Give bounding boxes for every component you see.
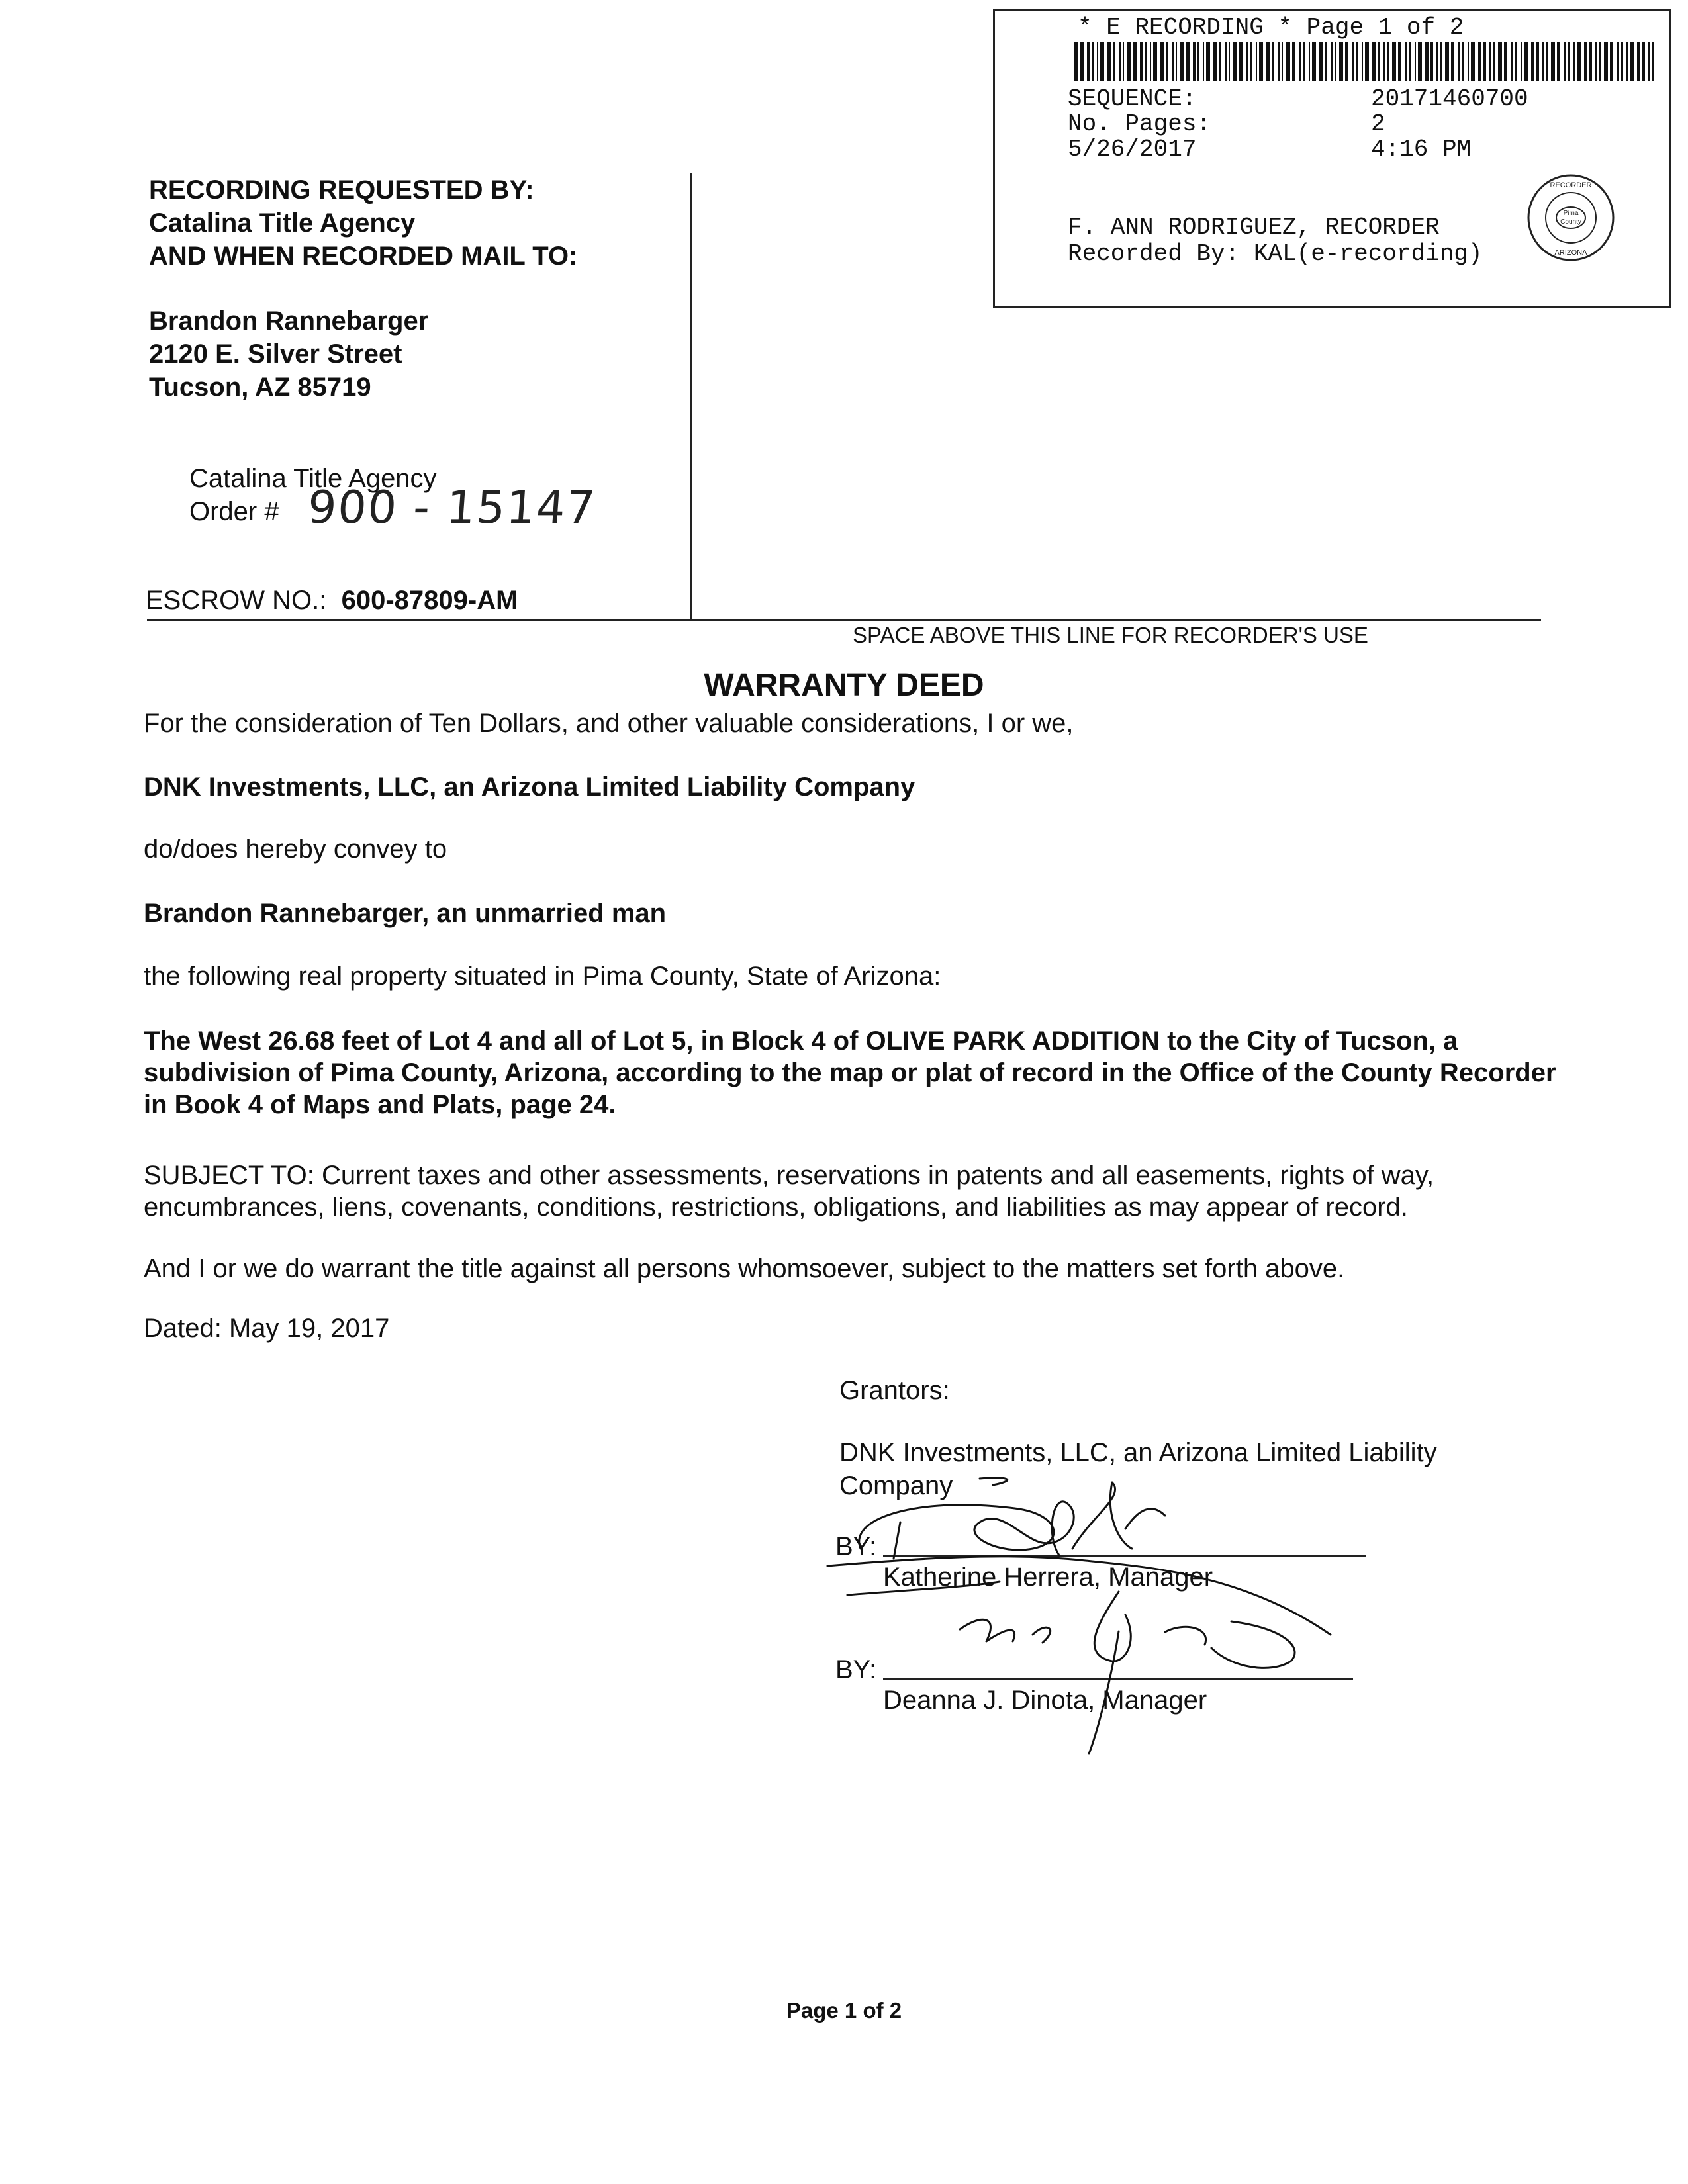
by-label-1: BY: (835, 1532, 877, 1561)
barcode-bar (1436, 42, 1438, 81)
pages-value: 2 (1371, 111, 1385, 138)
barcode-bar (1372, 42, 1376, 81)
barcode-bar (1074, 42, 1078, 81)
recording-time: 4:16 PM (1371, 136, 1472, 163)
barcode-bar (1493, 42, 1495, 81)
grantor-entity: DNK Investments, LLC, an Arizona Limited Liability Company (144, 772, 915, 801)
property-intro: the following real property situated in Pima County, State of Arizona: (144, 962, 941, 991)
barcode-bar (1387, 42, 1389, 81)
barcode-bar (1352, 42, 1354, 81)
barcode-bar (1511, 42, 1513, 81)
barcode-bar (1087, 42, 1090, 81)
recording-header: * E RECORDING * Page 1 of 2 (1078, 14, 1464, 41)
barcode-bar (1652, 42, 1654, 81)
sequence-label: SEQUENCE: (1068, 85, 1197, 113)
barcode-bar (1621, 42, 1623, 81)
barcode-bar (1362, 42, 1363, 81)
barcode-bar (1568, 42, 1570, 81)
barcode-bar (1564, 42, 1566, 81)
barcode-bar (1150, 42, 1151, 81)
space-above-note: SPACE ABOVE THIS LINE FOR RECORDER'S USE (853, 623, 1368, 647)
order-number-handwritten: 900 - 15147 (306, 482, 598, 534)
barcode-bar (1186, 42, 1190, 81)
recorder-stamp-box (993, 9, 1671, 308)
barcode-bar (1266, 42, 1270, 81)
barcode-bar (1219, 42, 1221, 81)
svg-text:Pima: Pima (1563, 210, 1579, 217)
barcode-bar (1468, 42, 1469, 81)
subject-to-clause: SUBJECT TO: Current taxes and other assessments, reservations in patents and all easements, rights of way, encumbrances, liens, covenants, conditions, restrictions, obligations, and liabilities as may appear of record. (144, 1161, 1434, 1222)
barcode-bar (1282, 42, 1283, 81)
consideration-clause: For the consideration of Ten Dollars, and other valuable considerations, I or we, (144, 709, 1074, 738)
barcode-bar (1145, 42, 1147, 81)
escrow-line (146, 584, 518, 617)
barcode-bar (1278, 42, 1280, 81)
barcode-bar (1617, 42, 1619, 81)
barcode-bar (1557, 42, 1560, 81)
barcode-bar (1256, 42, 1257, 81)
signer-2-name: Deanna J. Dinota, Manager (883, 1686, 1207, 1715)
barcode-bar (1383, 42, 1385, 81)
barcode-bar (1160, 42, 1164, 81)
barcode-bar (1392, 42, 1396, 81)
header-divider-vertical (690, 173, 692, 621)
by-label-2: BY: (835, 1655, 877, 1684)
barcode-bar (1524, 42, 1528, 81)
barcode-bar (1303, 42, 1305, 81)
barcode-bar (1193, 42, 1196, 81)
sequence-value: 20171460700 (1371, 85, 1528, 113)
when-recorded-label: AND WHEN RECORDED MAIL TO: (149, 242, 578, 271)
page-number: Page 1 of 2 (786, 1998, 902, 2023)
barcode-bar (1239, 42, 1243, 81)
barcode-bar (1197, 42, 1199, 81)
barcode-bar (1140, 42, 1143, 81)
barcode-bar (1292, 42, 1295, 81)
order-agency: Catalina Title Agency (189, 464, 437, 493)
barcode-bar (1176, 42, 1177, 81)
barcode-bar (1153, 42, 1157, 81)
barcode-bar (1445, 42, 1449, 81)
barcode-bar (1483, 42, 1486, 81)
mail-to-name: Brandon Rannebarger (149, 306, 429, 336)
barcode-bar (1451, 42, 1454, 81)
barcode-bar (1113, 42, 1115, 81)
barcode-bar (1515, 42, 1517, 81)
recording-requested-by-label: RECORDING REQUESTED BY: (149, 175, 534, 205)
barcode-bar (1331, 42, 1333, 81)
barcode-bar (1378, 42, 1380, 81)
barcode-bar (1319, 42, 1323, 81)
handwritten-signatures (781, 1476, 1443, 1807)
requesting-agency: Catalina Title Agency (149, 208, 416, 238)
barcode-bar (1166, 42, 1168, 81)
barcode-bar (1415, 42, 1416, 81)
county-seal-icon (1524, 171, 1617, 264)
barcode-bar (1589, 42, 1592, 81)
escrow-number: 600-87809-AM (341, 586, 518, 615)
barcode-bar (1172, 42, 1174, 81)
mail-to-city: Tucson, AZ 85719 (149, 373, 371, 402)
barcode-bar (1504, 42, 1507, 81)
barcode-bar (1531, 42, 1534, 81)
barcode-bar (1637, 42, 1640, 81)
barcode-bar (1610, 42, 1613, 81)
barcode-bar (1180, 42, 1184, 81)
grantee: Brandon Rannebarger, an unmarried man (144, 899, 667, 928)
barcode-bar (1312, 42, 1316, 81)
recorded-by: Recorded By: KAL(e-recording) (1068, 240, 1483, 267)
barcode-bar (1604, 42, 1608, 81)
barcode-bar (1425, 42, 1429, 81)
barcode-bar (1542, 42, 1544, 81)
signer-1-name: Katherine Herrera, Manager (883, 1563, 1213, 1592)
barcode-bar (1648, 42, 1650, 81)
barcode-bar (1309, 42, 1310, 81)
barcode-bar (1478, 42, 1481, 81)
barcode-bar (1100, 42, 1104, 81)
escrow-label: ESCROW NO.: (146, 586, 327, 615)
barcode-bar (1584, 42, 1587, 81)
barcode-bar (1335, 42, 1336, 81)
barcode-bar (1107, 42, 1111, 81)
barcode-bar (1551, 42, 1555, 81)
barcode-bar (1339, 42, 1343, 81)
barcode-bar (1213, 42, 1217, 81)
order-label: Order # (189, 497, 279, 526)
barcode-bar (1546, 42, 1548, 81)
barcode-bar (1225, 42, 1227, 81)
dated-line: Dated: May 19, 2017 (144, 1314, 390, 1343)
svg-text:RECORDER: RECORDER (1550, 181, 1592, 189)
barcode-bar (1092, 42, 1094, 81)
barcode-bar (1097, 42, 1098, 81)
barcode-bar (1233, 42, 1237, 81)
svg-text:ARIZONA: ARIZONA (1554, 249, 1587, 257)
barcode-bar (1462, 42, 1464, 81)
barcode-bar (1405, 42, 1407, 81)
barcode-bar (1250, 42, 1252, 81)
grantors-label: Grantors: (839, 1376, 950, 1405)
barcode-bar (1418, 42, 1422, 81)
barcode-bar (1398, 42, 1401, 81)
recorder-space-line (147, 619, 1541, 621)
legal-description: The West 26.68 feet of Lot 4 and all of Lot 5, in Block 4 of OLIVE PARK ADDITION to the City of Tucson, a subdivision of Pima County, Arizona, according to the map or plat of record in the Office of the County Recorder in Book 4 of Maps and Plats, page 24. (144, 1026, 1556, 1119)
barcode-bar (1573, 42, 1575, 81)
document-title: WARRANTY DEED (704, 668, 984, 703)
svg-text:County: County (1560, 218, 1581, 226)
barcode-bar (1356, 42, 1358, 81)
barcode-bar (1127, 42, 1131, 81)
barcode-bar (1471, 42, 1475, 81)
barcode-bar (1521, 42, 1522, 81)
barcode-bar (1577, 42, 1581, 81)
barcode-bar (1498, 42, 1502, 81)
barcode-bar (1630, 42, 1634, 81)
barcode-bar (1642, 42, 1645, 81)
recording-date: 5/26/2017 (1068, 136, 1197, 163)
barcode-bar (1599, 42, 1601, 81)
barcode-bar (1489, 42, 1491, 81)
barcode-bar (1206, 42, 1210, 81)
barcode-bar (1325, 42, 1327, 81)
barcode-bar (1595, 42, 1597, 81)
barcode-bar (1229, 42, 1230, 81)
barcode-bar (1203, 42, 1204, 81)
barcode-bar (1080, 42, 1084, 81)
barcode-bar (1365, 42, 1369, 81)
barcode-bar (1430, 42, 1433, 81)
barcode-bar (1272, 42, 1274, 81)
barcode-bar (1409, 42, 1411, 81)
barcode-bar (1299, 42, 1301, 81)
barcode-bar (1286, 42, 1290, 81)
barcode-bar (1133, 42, 1137, 81)
barcode-bar (1259, 42, 1263, 81)
barcode-bar (1123, 42, 1124, 81)
barcode-bar (1458, 42, 1460, 81)
barcode-bar (1536, 42, 1539, 81)
barcode-bar (1119, 42, 1121, 81)
convey-clause: do/does hereby convey to (144, 835, 447, 864)
grantor-signature-entity: DNK Investments, LLC, an Arizona Limited Liability Company (839, 1438, 1437, 1500)
mail-to-street: 2120 E. Silver Street (149, 340, 402, 369)
barcode-bar (1246, 42, 1248, 81)
barcode-bar (1626, 42, 1628, 81)
pages-label: No. Pages: (1068, 111, 1211, 138)
barcode-bar (1440, 42, 1442, 81)
barcode-bar (1345, 42, 1348, 81)
warranty-clause: And I or we do warrant the title against all persons whomsoever, subject to the matters set forth above. (144, 1254, 1345, 1283)
recorder-name: F. ANN RODRIGUEZ, RECORDER (1068, 214, 1440, 241)
